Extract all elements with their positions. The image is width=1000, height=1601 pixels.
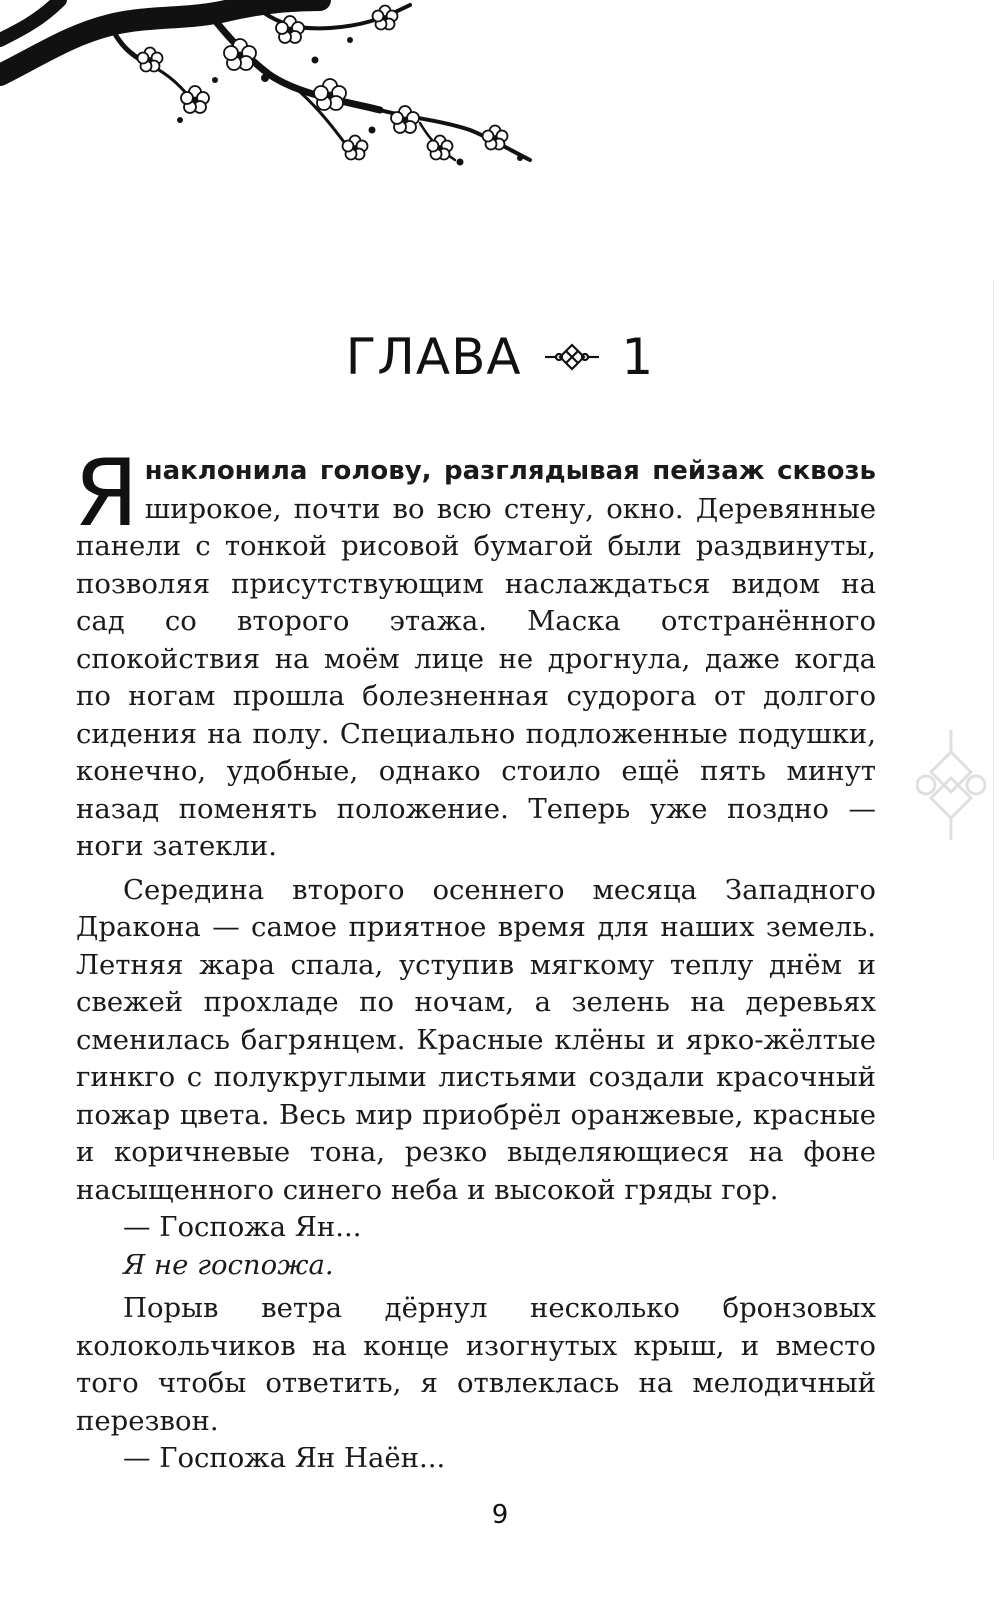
chapter-word: ГЛАВА bbox=[345, 328, 522, 386]
lead-in-words: наклонила голову, разглядывая пейзаж сквозь bbox=[144, 456, 876, 486]
drop-cap-letter: Я bbox=[74, 439, 139, 547]
body-text bbox=[74, 439, 876, 1478]
paragraph-1 bbox=[74, 439, 876, 866]
paragraph-5: Порыв ветра дёрнул несколько бронзовых колокольчиков на конце изогнутых крыш, и вместо того чтобы ответить, я отвлеклась на мелодичный перезвон. bbox=[76, 1292, 876, 1437]
paragraph-6: — Госпожа Ян Наён... bbox=[123, 1442, 446, 1474]
endless-knot-icon bbox=[545, 342, 599, 372]
endless-knot-ornament-ghost bbox=[916, 730, 986, 840]
paragraph-4: Я не госпожа. bbox=[123, 1248, 334, 1281]
page-edge-line bbox=[993, 280, 1000, 1160]
paragraph-2: Середина второго осеннего месяца Западного Дракона — самое приятное время для наших земель. Летняя жара спала, уступив мягкому теплу днём и свежей прохладе по ночам, а зелень на деревьях сменилась багрянцем. Красные клёны и ярко-жёлтые гинкго с полукруглыми листьями создали красочный пожар цвета. Весь мир приобрёл оранжевые, красные и коричневые тона, резко выделяющиеся на фоне насыщенного синего неба и высокой гряды гор. bbox=[76, 873, 876, 1206]
chapter-number: 1 bbox=[621, 328, 655, 386]
paragraph-3: — Госпожа Ян... bbox=[123, 1211, 362, 1243]
plum-blossom-branch-illustration bbox=[0, 0, 540, 170]
paragraph-text: широкое, почти во всю стену, окно. Деревянные панели с тонкой рисовой бумагой были раздвинуты, позволяя присутствующим наслаждаться видом на сад со второго этажа. Маска отстранённого спокойствия на моём лице не дрогнула, даже когда по ногам прошла болезненная судорога от долгого сидения на полу. Специально подложенные подушки, конечно, удобные, однако стоило ещё пять минут назад поменять положение. Теперь уже поздно — ноги затекли. bbox=[76, 492, 876, 862]
page-number: 9 bbox=[491, 1500, 509, 1530]
chapter-heading bbox=[0, 328, 1000, 386]
